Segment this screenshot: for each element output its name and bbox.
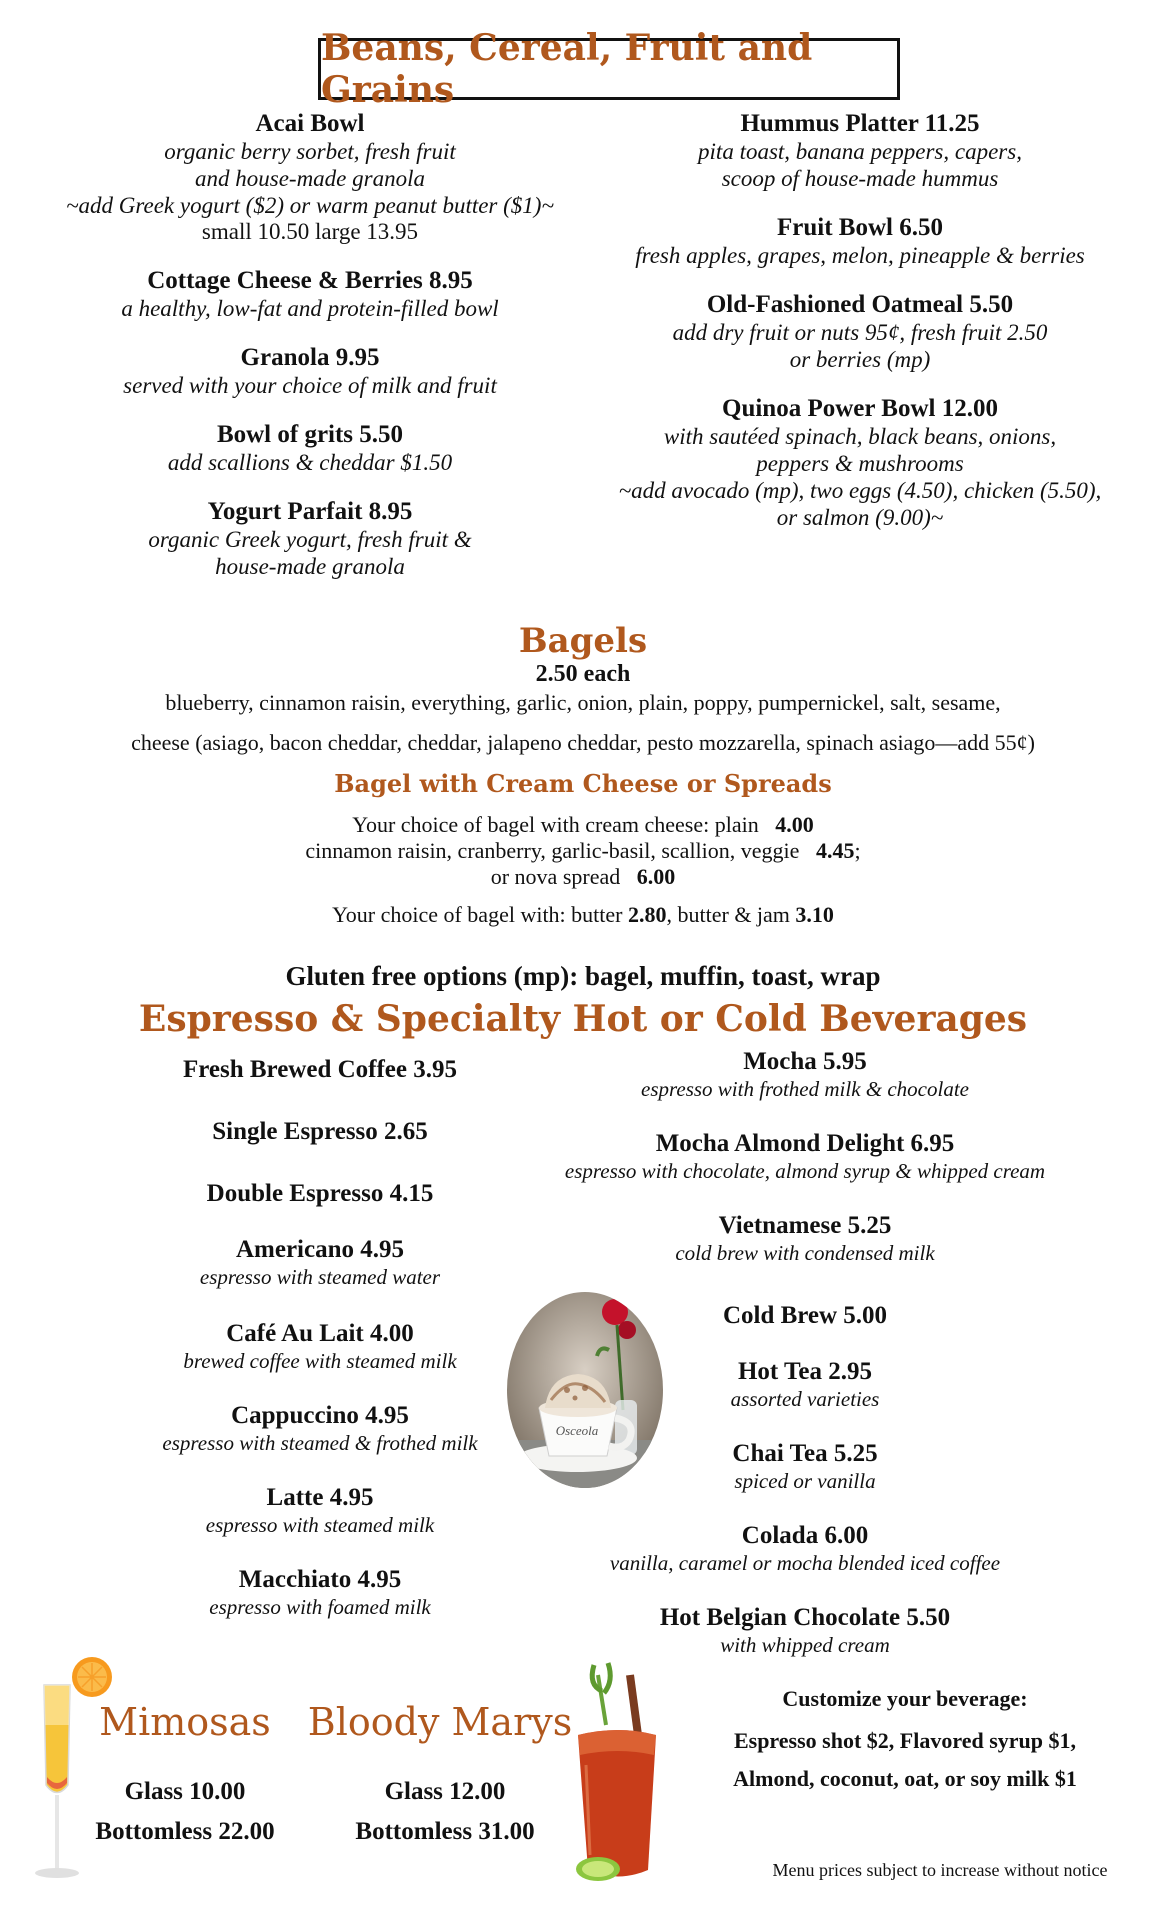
jam-text: , butter & jam [666, 902, 790, 927]
beverage-name: Double Espresso 4.15 [206, 1180, 434, 1207]
bagel-cheese: cheese (asiago, bacon cheddar, cheddar, jalapeno cheddar, pesto mozzarella, spinach asiago—add 55¢) [131, 730, 1035, 755]
jam-price: 3.10 [795, 902, 834, 927]
beverage-name: Americano 4.95 [235, 1236, 405, 1263]
menu-item [30, 267, 590, 322]
customize-title: Customize your beverage: [782, 1686, 1028, 1711]
beverage-desc: with whipped cream [720, 1633, 890, 1657]
beverage-name: Colada 6.00 [741, 1522, 869, 1549]
beverage-name: Chai Tea 5.25 [732, 1440, 878, 1467]
cup-logo: Osceola [555, 1423, 599, 1438]
item-name: Quinoa Power Bowl 12.00 [722, 395, 998, 422]
beverage-desc: espresso with steamed milk [205, 1513, 435, 1537]
menu-item [590, 291, 1130, 373]
menu-item [30, 498, 590, 580]
butter-text: Your choice of bagel with: butter [332, 902, 623, 927]
cream-cheese-text: Your choice of bagel with cream cheese: plain [352, 812, 759, 837]
cream-cheese-text: cinnamon raisin, cranberry, garlic-basil, scallion, veggie [305, 838, 800, 863]
item-sizes: small 10.50 large 13.95 [201, 219, 419, 244]
menu-item [590, 214, 1130, 269]
grains-left-column [30, 110, 590, 602]
item-desc: pita toast, banana peppers, capers, [698, 139, 1022, 164]
beverage-item [130, 1236, 510, 1320]
item-desc: add dry fruit or nuts 95¢, fresh fruit 2.50 [672, 320, 1048, 345]
beverage-desc: cold brew with condensed milk [675, 1241, 935, 1265]
section-title-beverages: Espresso & Specialty Hot or Cold Beverages [138, 998, 1028, 1040]
beverage-item [535, 1130, 1075, 1212]
footer-note: Menu prices subject to increase without notice [772, 1860, 1108, 1880]
cream-cheese-line: cinnamon raisin, cranberry, garlic-basil, scallion, veggie 4.45; [305, 838, 861, 863]
item-desc: ~add avocado (mp), two eggs (4.50), chicken (5.50), [618, 478, 1102, 503]
item-name: Fruit Bowl 6.50 [777, 214, 943, 241]
beverage-item [130, 1320, 510, 1402]
beverage-item [130, 1118, 510, 1180]
menu-item [590, 395, 1130, 531]
beverage-item [130, 1402, 510, 1484]
item-desc: scoop of house-made hummus [721, 166, 999, 191]
item-name: Yogurt Parfait 8.95 [207, 498, 413, 525]
item-name: Granola 9.95 [240, 344, 380, 371]
beverage-name: Fresh Brewed Coffee 3.95 [182, 1056, 457, 1083]
item-desc: organic berry sorbet, fresh fruit [164, 139, 456, 164]
cream-cheese-price: 4.00 [775, 812, 814, 837]
beverage-desc: espresso with frothed milk & chocolate [641, 1077, 969, 1101]
beverage-desc: vanilla, caramel or mocha blended iced coffee [609, 1551, 1001, 1575]
cream-cheese-line [0, 864, 1166, 890]
beverage-item [130, 1056, 510, 1118]
beverage-desc: brewed coffee with steamed milk [183, 1349, 457, 1373]
item-name: Bowl of grits 5.50 [216, 421, 404, 448]
mimosas-glass-price: Glass 10.00 [124, 1778, 246, 1805]
item-desc: house-made granola [215, 554, 405, 579]
bloody-mary-glass-image [568, 1655, 668, 1890]
beverage-desc: spiced or vanilla [734, 1469, 876, 1493]
item-desc: ~add Greek yogurt ($2) or warm peanut butter ($1)~ [66, 193, 554, 218]
mimosas-title: Mimosas [99, 1700, 271, 1744]
item-desc: with sautéed spinach, black beans, onions, [663, 424, 1057, 449]
bloody-marys-prices [330, 1772, 560, 1852]
item-desc: served with your choice of milk and fruit [123, 373, 497, 398]
section-title-grains: Beans, Cereal, Fruit and Grains [318, 38, 900, 100]
bloody-glass-price: Glass 12.00 [384, 1778, 506, 1805]
menu-item [30, 110, 590, 245]
bagels-section [0, 622, 1166, 928]
beverage-name: Mocha Almond Delight 6.95 [655, 1130, 955, 1157]
bloody-marys-title: Bloody Marys [307, 1700, 573, 1744]
item-desc: add scallions & cheddar $1.50 [167, 450, 453, 475]
mimosas-bottomless-price: Bottomless 22.00 [95, 1818, 275, 1845]
item-name: Old-Fashioned Oatmeal 5.50 [706, 291, 1014, 318]
item-name: Cottage Cheese & Berries 8.95 [147, 267, 473, 294]
cream-cheese-price: 4.45 [815, 838, 855, 863]
menu-item [590, 110, 1130, 192]
cream-cheese-line [0, 812, 1166, 838]
beverage-desc: assorted varieties [730, 1387, 880, 1411]
bloody-marys-block [300, 1700, 580, 1744]
beverage-desc: espresso with steamed water [199, 1265, 441, 1289]
beverage-name: Café Au Lait 4.00 [226, 1320, 414, 1347]
cream-cheese-text: or nova spread [490, 864, 621, 889]
beverage-name: Cold Brew 5.00 [722, 1302, 888, 1329]
beverage-name: Vietnamese 5.25 [718, 1212, 892, 1239]
beverage-item [535, 1522, 1075, 1604]
section-title-bagels: Bagels [518, 621, 648, 661]
beverage-name: Macchiato 4.95 [238, 1566, 402, 1593]
spreads-title: Bagel with Cream Cheese or Spreads [334, 769, 832, 798]
item-name: Hummus Platter 11.25 [740, 110, 980, 137]
cappuccino-photo [505, 1290, 665, 1490]
butter-line [0, 902, 1166, 928]
customize-line: Espresso shot $2, Flavored syrup $1, [733, 1728, 1077, 1753]
beverage-name: Cappuccino 4.95 [231, 1402, 409, 1429]
bagel-flavors: blueberry, cinnamon raisin, everything, garlic, onion, plain, poppy, pumpernickel, salt, sesame, [165, 690, 1001, 715]
beverage-name: Mocha 5.95 [743, 1048, 867, 1075]
beverage-name: Hot Belgian Chocolate 5.50 [659, 1604, 951, 1631]
beverage-item [130, 1180, 510, 1236]
bloody-bottomless-price: Bottomless 31.00 [355, 1818, 535, 1845]
menu-item [30, 421, 590, 476]
item-desc: or berries (mp) [789, 347, 931, 372]
grains-right-column [590, 110, 1130, 553]
beverage-name: Latte 4.95 [266, 1484, 374, 1511]
beverage-desc: espresso with foamed milk [209, 1595, 431, 1619]
customize-block [680, 1684, 1130, 1794]
beverage-item [130, 1566, 510, 1648]
item-desc: and house-made granola [195, 166, 425, 191]
beverage-item [535, 1048, 1075, 1130]
item-desc: fresh apples, grapes, melon, pineapple & berries [635, 243, 1085, 268]
butter-price: 2.80 [628, 902, 667, 927]
cream-cheese-price: 6.00 [636, 864, 676, 889]
menu-item [30, 344, 590, 399]
item-desc: or salmon (9.00)~ [776, 505, 944, 530]
gluten-free-note: Gluten free options (mp): bagel, muffin, toast, wrap [285, 961, 881, 991]
mimosas-block [95, 1700, 275, 1744]
customize-line: Almond, coconut, oat, or soy milk $1 [733, 1766, 1077, 1791]
beverage-name: Single Espresso 2.65 [212, 1118, 428, 1145]
beverage-item [535, 1212, 1075, 1302]
beverage-item [130, 1484, 510, 1566]
bagel-price: 2.50 each [535, 661, 631, 687]
mimosas-prices [70, 1772, 300, 1852]
item-desc: peppers & mushrooms [756, 451, 964, 476]
beverage-desc: espresso with chocolate, almond syrup & whipped cream [564, 1159, 1046, 1183]
item-name: Acai Bowl [255, 110, 365, 137]
item-desc: a healthy, low-fat and protein-filled bowl [121, 296, 499, 321]
beverages-left-column [130, 1056, 510, 1648]
item-desc: organic Greek yogurt, fresh fruit & [148, 527, 472, 552]
beverage-desc: espresso with steamed & frothed milk [162, 1431, 478, 1455]
beverage-name: Hot Tea 2.95 [737, 1358, 873, 1385]
